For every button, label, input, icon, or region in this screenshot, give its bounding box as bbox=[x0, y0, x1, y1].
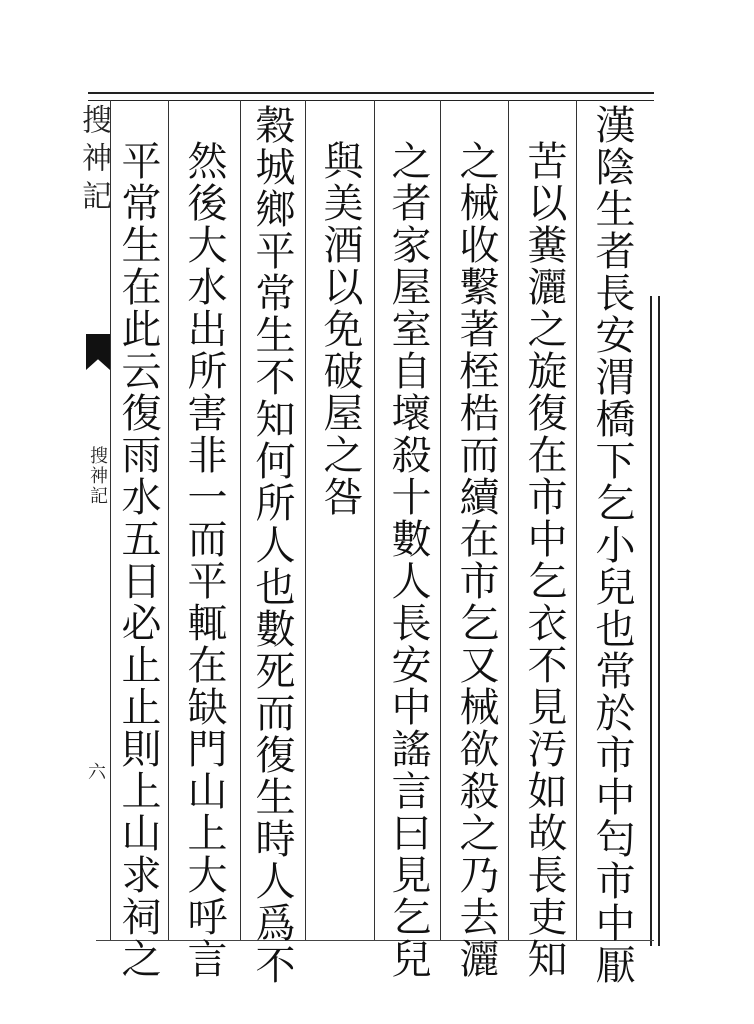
column-rule bbox=[240, 100, 241, 940]
text-column-5: 與美酒以免破屋之咎 bbox=[317, 140, 363, 518]
text-column-7: 然後大水出所害非一而平輒在缺門山上大呼言 bbox=[181, 140, 227, 980]
text-column-8: 平常生在此云復雨水五日必止止則上山求祠之 bbox=[115, 140, 161, 980]
column-rule bbox=[110, 100, 111, 940]
margin-book-title: 搜神記 bbox=[87, 446, 108, 506]
text-column-6: 穀城鄉平常生不知何所人也數死而復生時人爲不 bbox=[249, 104, 295, 986]
page-top-border bbox=[88, 92, 654, 101]
text-column-3: 之械收繫著桎梏而續在市乞又械欲殺之乃去灑 bbox=[453, 140, 499, 980]
column-rule bbox=[576, 100, 577, 940]
margin-header-text: 搜神記 bbox=[76, 104, 111, 218]
column-rule bbox=[508, 100, 509, 940]
text-column-1: 漢陰生者長安渭橋下乞小兒也常於市中匄市中厭 bbox=[589, 104, 635, 986]
column-rule bbox=[374, 100, 375, 940]
column-rule bbox=[305, 100, 306, 940]
column-rule bbox=[168, 100, 169, 940]
margin-folio-number: 六 bbox=[85, 762, 106, 780]
column-rule bbox=[440, 100, 441, 940]
text-column-4: 之者家屋室自壞殺十數人長安中謠言曰見乞兒 bbox=[385, 140, 431, 980]
page-bottom-border bbox=[96, 940, 654, 941]
page-right-border bbox=[650, 296, 660, 946]
text-column-2: 苦以糞灑之旋復在市中乞衣不見汚如故長吏知 bbox=[521, 140, 567, 980]
